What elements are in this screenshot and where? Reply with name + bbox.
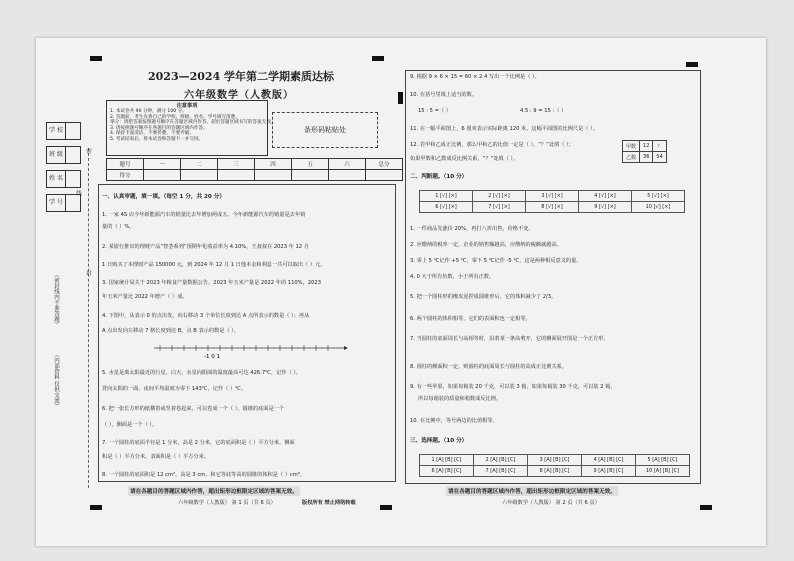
judgment-6: 6. 两个圆柱的体积相等，它们的表面积也一定相等。	[410, 316, 531, 322]
question-6-line2: （ ），侧面是一个（ ）。	[102, 422, 158, 428]
question-7-line1: 7. 一个圆柱的底面半径是 1 分米，高是 2 分米，它的底面积是（ ）平方分米，侧面	[102, 440, 295, 446]
tf-bubble[interactable]: 3 [√] [×]	[526, 191, 579, 202]
question-5-line2: 背向太阳的一面，夜间平均温度为零下 143℃，记作（ ）℃。	[102, 386, 247, 392]
side-label-school: 学 校	[46, 122, 66, 140]
tf-bubble[interactable]: 7 [√] [×]	[473, 202, 526, 213]
question-4-line2: A 点出发向左移动 7 格长度到达 B，点 B 表示的数是（ ）。	[102, 328, 240, 334]
score-header-cell: 三	[218, 159, 255, 170]
score-cell[interactable]	[181, 170, 218, 181]
side-label-id: 学 号	[46, 194, 66, 212]
score-header-cell: 二	[181, 159, 218, 170]
registration-mark	[90, 56, 102, 61]
score-header-cell: 六	[329, 159, 366, 170]
question-3-line1: 3. 国家统计局关于 2023 年粮食产量数据公告，2023 年玉米产量是 2022 年的 110%，2023	[102, 280, 322, 286]
tf-bubble[interactable]: 9 [√] [×]	[579, 202, 632, 213]
judgment-10: 10. 在比例中，等号两边的比值相等。	[410, 418, 498, 424]
judgment-4: 4. 0 大于所有负数，小于所有正数。	[410, 274, 495, 280]
side-label-class: 班 级	[46, 146, 66, 164]
judgment-8: 8. 圆柱的侧面积一定，则圆柱的底面周长与圆柱的高成正比例关系。	[410, 364, 568, 370]
judgment-3: 3. 零上 5 ℃记作 +5 ℃，零下 5 ℃记作 -5 ℃，这是两种相反意义的量。	[410, 258, 582, 264]
question-12-line2: 如果甲数和乙数成反比例关系，“？”处填（ ）。	[410, 156, 519, 162]
ratio-table	[622, 140, 667, 163]
question-3-line2: 年玉米产量比 2022 年增产（ ）成。	[102, 294, 188, 300]
mc-bubble[interactable]: 2 [A] [B] [C]	[474, 455, 528, 466]
exam-title-year: 2023—2024 学年第二学期素质达标	[148, 70, 335, 83]
score-cell[interactable]	[144, 170, 181, 181]
barcode-area: 条形码粘贴处	[272, 112, 378, 148]
ratio-cell: 12	[640, 141, 653, 152]
mc-bubble[interactable]: 4 [A] [B] [C]	[582, 455, 636, 466]
question-8: 8. 一个圆柱的底面积是 12 cm²，高是 3 cm，和它等底等高的圆锥的体积是（ ）cm³。	[102, 472, 306, 478]
true-false-answer-grid	[419, 190, 685, 213]
question-10: 10. 在括号里填上适当的数。	[410, 92, 477, 98]
score-header-cell: 五	[292, 159, 329, 170]
page-number-right: 六年级数学（人教版） 第 2 页（共 6 页）	[502, 500, 600, 506]
score-header-cell: 四	[255, 159, 292, 170]
tf-bubble[interactable]: 5 [√] [×]	[632, 191, 685, 202]
mc-bubble[interactable]: 5 [A] [B] [C]	[636, 455, 690, 466]
score-cell[interactable]	[255, 170, 292, 181]
question-4-line1: 4. 下图中，从表示 0 的点出发，向右移动 3 个单位长度到达 A 点所表示的数是（ ）；再从	[102, 313, 310, 319]
notice-item: 2. 答题前，考生先将自己的学校、班级、姓名、学号填写清楚。	[110, 114, 240, 120]
ratio-cell: 36	[640, 152, 653, 163]
registration-mark	[398, 92, 403, 104]
mc-bubble[interactable]: 3 [A] [B] [C]	[528, 455, 582, 466]
mc-bubble[interactable]: 10 [A] [B] [C]	[636, 466, 690, 477]
footer-warning-left: 请在各题目的答题区域内作答，超出矩形边框限定区域的答案无效。	[128, 486, 300, 496]
notice-item: 零分：请把答案按照题号顺序在答题区域内作答，超出答题区域书写的答案无效。	[110, 120, 276, 126]
notice-item: 5. 考试结束后，将本试卷和答题卡一并交回。	[110, 136, 204, 142]
question-9: 9. 根据 9 × 6 × 15 = 60 × 2.4 写出一个比例是（ ）。	[410, 74, 540, 80]
exam-title-subject: 六年级数学（人教版）	[184, 90, 294, 101]
number-line-arrow	[344, 346, 348, 350]
score-cell[interactable]	[218, 170, 255, 181]
seal-line	[88, 148, 89, 488]
mc-bubble[interactable]: 1 [A] [B] [C]	[420, 455, 474, 466]
score-row-label: 得分	[107, 170, 144, 181]
registration-mark	[90, 505, 102, 510]
question-6-line1: 6. 把一张长方形的纸横着或竖着卷起来，可以卷成一个（ ）。圆锥的底面是一个	[102, 406, 285, 412]
judgment-9-line1: 9. 有一些苹果，如果每箱装 20 千克，可以装 3 箱，如果每箱装 30 千克，可以装 2 箱，	[410, 384, 616, 390]
id-field[interactable]	[64, 194, 81, 212]
number-line-labels: -1 0 1	[204, 354, 220, 360]
judgment-5: 5. 把一个圆柱形的橡皮泥捏成圆锥形后，它的体积减少了 2/3。	[410, 294, 557, 300]
registration-mark	[686, 62, 698, 67]
question-2-line2: 1 日购买了本理财产品 150000 元，到 2024 年 12 月 1 日他本金和利息一共可以取出（ ）元。	[102, 262, 326, 268]
ratio-cell: 甲数	[623, 141, 640, 152]
seal-notice: （密封线内不准答题）	[53, 272, 59, 327]
notice-item: 4. 保持卡面清洁，不要折叠，不要弄破。	[110, 131, 194, 137]
notice-title: 注意事项	[176, 103, 198, 109]
notice-item: 1. 本试卷共 90 分钟，满分 100 分。	[110, 109, 187, 115]
judgment-1: 1. 一件商品先涨价 20%，再打八折出售，价格不变。	[410, 226, 534, 232]
registration-mark	[380, 505, 392, 510]
score-header-cell: 一	[144, 159, 181, 170]
number-line-figure	[150, 342, 350, 360]
question-12-line1: 12. 若甲和乙成正比例，那么甲和乙的比值一定是（ ），“？”处填（ ）；	[410, 142, 574, 148]
seal-char-mi: 密	[85, 148, 91, 154]
seal-char-feng: 封	[85, 270, 91, 276]
mc-bubble[interactable]: 7 [A] [B] [C]	[474, 466, 528, 477]
school-field[interactable]	[64, 122, 81, 140]
copyright-notice: 版权所有 禁止网络转载	[302, 500, 356, 506]
side-label-name: 姓 名	[46, 170, 66, 188]
question-1-line1: 1. 一家 4S 店今年新能源汽车的销量比去年增加两成五。今年新能源汽车的销量是去年销	[102, 212, 306, 218]
tf-bubble[interactable]: 1 [√] [×]	[420, 191, 473, 202]
section1-heading: 一、认真审题，填一填。（每空 1 分，共 20 分）	[102, 194, 225, 200]
page-number-left: 六年级数学（人教版） 第 1 页（共 6 页）	[178, 500, 276, 506]
multiple-choice-answer-grid	[419, 454, 690, 477]
notice-box	[106, 100, 276, 156]
score-header-cell: 总分	[366, 159, 403, 170]
score-header-cell: 题号	[107, 159, 144, 170]
seal-char-line: 线	[75, 190, 81, 196]
tf-bubble[interactable]: 6 [√] [×]	[420, 202, 473, 213]
judgment-9-line2: 所以每箱装的质量和箱数成反比例。	[418, 396, 502, 402]
name-field[interactable]	[64, 170, 81, 188]
ratio-cell: 54	[653, 152, 666, 163]
mc-bubble[interactable]: 9 [A] [B] [C]	[582, 466, 636, 477]
ratio-cell: ？	[653, 141, 666, 152]
judgment-7: 7. 当圆柱的底面周长与高相等时，沿着某一条高剪开，它的侧面展开图是一个正方形。	[410, 336, 609, 342]
score-cell[interactable]	[292, 170, 329, 181]
section3-heading: 三、选择题。（10 分）	[410, 438, 468, 444]
score-cell[interactable]	[366, 170, 403, 181]
judgment-2: 2. 应缴纳的税率一定，企业的销售额越高，应缴纳的税额就越高。	[410, 242, 562, 248]
tf-bubble[interactable]: 10 [√] [×]	[632, 202, 685, 213]
tf-bubble[interactable]: 2 [√] [×]	[473, 191, 526, 202]
internal-notice: （内部资料 仅供交流）	[53, 352, 59, 409]
ratio-cell: 乙数	[623, 152, 640, 163]
mc-bubble[interactable]: 8 [A] [B] [C]	[528, 466, 582, 477]
question-10-b: 4.5 : 9 = 15 :（ ）	[520, 108, 567, 114]
question-1-line2: 量的（ ）%。	[102, 224, 135, 230]
question-7-line2: 积是（ ）平方分米，表面积是（ ）平方分米。	[102, 454, 210, 460]
class-field[interactable]	[64, 146, 81, 164]
question-11: 11. 在一幅平面图上，6 厘米表示实际距离 120 米，这幅平面图的比例尺是（ ）。	[410, 126, 598, 132]
question-5-line1: 5. 水星是离太阳最近的行星，白天，水星向阳面的温度最高可达 426.7℃，记作（ ），	[102, 370, 302, 376]
score-table	[106, 158, 403, 181]
registration-mark	[372, 56, 384, 61]
mc-bubble[interactable]: 6 [A] [B] [C]	[420, 466, 474, 477]
question-2-line1: 2. 某银行推出的理财产品“智荟系列”预期年化收益率为 4.10%，王叔叔在 2023 年 12 月	[102, 244, 309, 250]
question-10-a: 15 : 5 =（ ）	[418, 108, 451, 114]
registration-mark	[700, 505, 712, 510]
tf-bubble[interactable]: 4 [√] [×]	[579, 191, 632, 202]
tf-bubble[interactable]: 8 [√] [×]	[526, 202, 579, 213]
footer-warning-right: 请在各题目的答题区域内作答，超出矩形边框限定区域的答案无效。	[446, 486, 618, 496]
section2-heading: 二、判断题。（10 分）	[410, 174, 468, 180]
score-cell[interactable]	[329, 170, 366, 181]
notice-item: 3. 请按照题号顺序在各题目的答题区域内作答。	[110, 125, 208, 131]
